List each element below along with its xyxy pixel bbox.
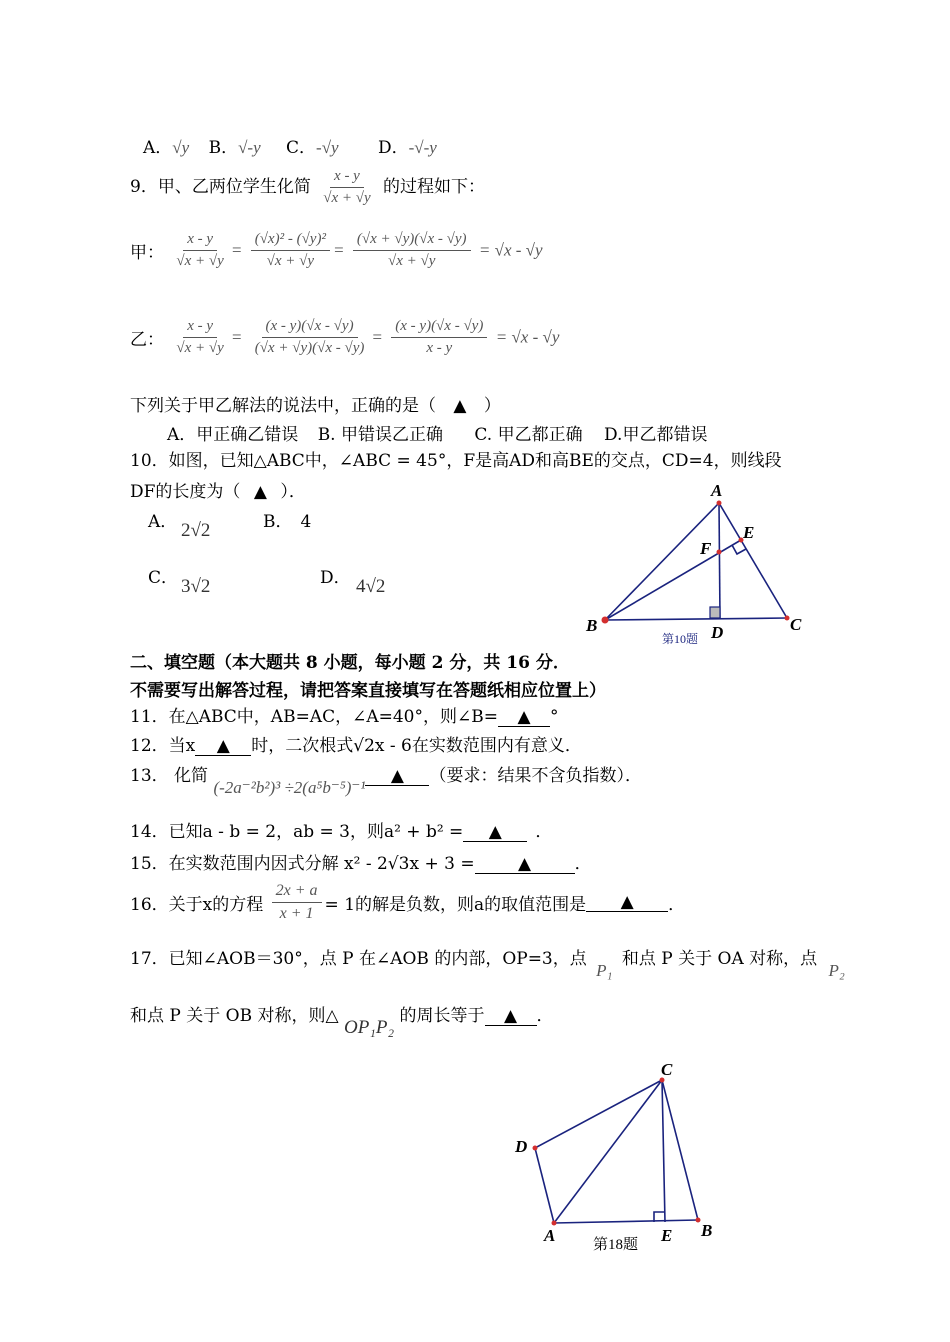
q18-caption: 第18题 bbox=[593, 1237, 639, 1253]
q8-option-b-label: B． bbox=[208, 138, 239, 158]
q13 bbox=[130, 761, 642, 797]
q17-p2: P₂ bbox=[828, 961, 845, 980]
q12 bbox=[130, 731, 582, 756]
section2-title: 二、填空题（本大题共 8 小题，每小题 2 分，共 16 分． bbox=[130, 653, 570, 673]
q10-label-e: E bbox=[743, 523, 755, 542]
q16-fraction-den: x + 1 bbox=[279, 905, 314, 922]
q14-text-end: ． bbox=[535, 822, 553, 842]
q9-jia-line: 甲： $\frac{x - y}{√x + √y}$ = $\frac{\text{(√x)² - (√y)²}}{√x + √y}$ = $\frac{(√x + √y)(√x - √y)}{√x + √y}$ = √x - √y bbox=[130, 231, 543, 269]
q10-answer-marker: ▲ bbox=[253, 482, 267, 502]
q9-jia-frac0 bbox=[172, 231, 227, 270]
q10-option-c-value: 3√2 bbox=[181, 576, 211, 597]
q10-option-b bbox=[263, 507, 311, 532]
q9-jia-label: 甲： bbox=[130, 243, 164, 263]
q17-answer-marker: ▲ bbox=[503, 1006, 518, 1026]
q13-answer-marker: ▲ bbox=[390, 766, 404, 786]
q10-line1 bbox=[130, 446, 782, 471]
q10-option-a-label: A． bbox=[148, 512, 178, 532]
q11-text: 11．在△ABC中，AB=AC，∠A=40°，则∠B= bbox=[130, 707, 498, 727]
q9-answer-marker: ▲ bbox=[453, 396, 467, 416]
q18-side-da bbox=[535, 1148, 554, 1223]
q9-question-text: 下列关于甲乙解法的说法中，正确的是（ bbox=[130, 396, 436, 416]
q10-option-c-label: C． bbox=[148, 568, 179, 588]
q18-altitude-ce bbox=[662, 1080, 665, 1222]
q18-point-a bbox=[552, 1221, 557, 1226]
q10-figure bbox=[580, 478, 810, 648]
q16-text: 16．关于x的方程 bbox=[130, 895, 264, 915]
q9-yi-frac1-den: (√x + √y)(√x - √y) bbox=[254, 340, 365, 356]
q9-yi-frac0-den: √x + √y bbox=[176, 340, 224, 356]
q11-answer-marker: ▲ bbox=[517, 707, 531, 727]
q13-text-end: （要求：结果不含负指数）． bbox=[429, 766, 642, 786]
q9-question bbox=[130, 391, 501, 416]
q17-text-line2: 和点 P 关于 OB 对称，则△ bbox=[130, 1006, 339, 1026]
q18-label-e: E bbox=[661, 1226, 673, 1245]
q15 bbox=[130, 849, 592, 874]
q10-point-c bbox=[785, 616, 790, 621]
q10-option-c bbox=[148, 563, 178, 588]
q18-side-cb bbox=[662, 1080, 698, 1220]
q8-option-a-label: A． bbox=[143, 138, 173, 158]
q9-question-end: ） bbox=[483, 396, 501, 416]
q12-text-end: 时，二次根式√2x - 6在实数范围内有意义． bbox=[251, 736, 582, 756]
q10-label-d: D bbox=[711, 623, 724, 642]
q9-yi-label: 乙： bbox=[130, 330, 164, 350]
q10-option-b-label: B． bbox=[263, 512, 293, 532]
q9-stem-text: 9．甲、乙两位学生化简 bbox=[130, 177, 311, 197]
q9-jia-frac2-num: (√x + √y)(√x - √y) bbox=[353, 231, 471, 251]
q12-text: 12．当x bbox=[130, 736, 196, 756]
q17-text-line2-end: 的周长等于 bbox=[399, 1006, 485, 1026]
q9-yi-frac0-num: x - y bbox=[183, 318, 217, 338]
q17-line1 bbox=[130, 944, 845, 980]
q17-text-mid: 和点 P 关于 OA 对称，点 bbox=[621, 949, 818, 969]
q9-yi-frac2 bbox=[391, 318, 487, 357]
q9-yi-line: 乙： $\frac{x - y}{√x + √y}$ = $\frac{(x - y)(√x - √y)}{(√x + √y)(√x - √y)}$ = $\frac{(x - y)(√x - √y)}{x - y}$ = √x - √y bbox=[130, 318, 560, 356]
q10-label-f: F bbox=[700, 539, 712, 558]
q18-label-d: D bbox=[515, 1137, 528, 1156]
q17-answer-blank bbox=[485, 1007, 537, 1026]
q12-answer-marker: ▲ bbox=[216, 736, 230, 756]
q10-option-b-value: 4 bbox=[300, 512, 312, 532]
q18-label-a: A bbox=[544, 1226, 556, 1245]
q10-caption: 第10题 bbox=[662, 632, 699, 646]
q15-text: 15．在实数范围内因式分解 x² - 2√3x + 3 = bbox=[130, 854, 475, 874]
q16 bbox=[130, 882, 685, 923]
q11-answer-blank bbox=[498, 708, 550, 727]
q9-yi-frac1-num: (x - y)(√x - √y) bbox=[262, 318, 358, 338]
q16-answer-blank bbox=[586, 893, 668, 912]
q13-text: 13． 化简 bbox=[130, 766, 209, 786]
q8-option-c-value: -√y bbox=[316, 138, 339, 157]
section2-subtitle: 不需要写出解答过程，请把答案直接填写在答题纸相应位置上） bbox=[130, 681, 606, 701]
q14-answer-marker: ▲ bbox=[488, 822, 502, 842]
q16-fraction-num: 2x + a bbox=[272, 882, 322, 903]
q9-option-a: A．甲正确乙错误 bbox=[167, 425, 299, 445]
q8-option-d-label: D． bbox=[378, 138, 409, 158]
q18-side-ac bbox=[554, 1080, 662, 1223]
q9-option-c: C. 甲乙都正确 bbox=[474, 425, 583, 445]
q10-side-bc bbox=[605, 618, 787, 620]
q9-yi-frac2-den: x - y bbox=[426, 340, 453, 356]
q8-option-b-value: √-y bbox=[238, 138, 261, 157]
q9-yi-frac0 bbox=[172, 318, 227, 357]
q9-jia-frac0-den: √x + √y bbox=[176, 253, 224, 269]
q8-option-a-value: √y bbox=[172, 138, 190, 157]
q11 bbox=[130, 702, 558, 727]
q9-jia-frac2-den: √x + √y bbox=[387, 253, 436, 269]
q11-text-end: ° bbox=[549, 707, 559, 727]
q13-expression: (-2a⁻²b²)³ ÷2(a⁵b⁻⁵)⁻¹ bbox=[213, 778, 366, 797]
q18-point-d bbox=[533, 1146, 538, 1151]
q9-yi-frac1 bbox=[251, 318, 369, 357]
q10-point-b bbox=[602, 617, 609, 624]
q10-text-close: ）． bbox=[280, 482, 306, 502]
q10-point-f bbox=[717, 550, 722, 555]
q18-side-dc bbox=[535, 1080, 662, 1148]
q9-option-d: D.甲乙都错误 bbox=[604, 425, 708, 445]
q18-side-ab bbox=[554, 1220, 698, 1223]
q17-line2 bbox=[130, 1001, 554, 1038]
q10-text: 10．如图，已知△ABC中，∠ABC = 45°，F是高AD和高BE的交点，CD=4，则线段 bbox=[130, 451, 782, 471]
q10-option-a bbox=[148, 507, 177, 532]
q10-option-d bbox=[320, 563, 351, 588]
q9-fraction-num: x - y bbox=[330, 168, 364, 188]
q10-label-a: A bbox=[711, 481, 723, 500]
q15-text-end: ． bbox=[574, 854, 592, 874]
q16-answer-marker: ▲ bbox=[620, 892, 634, 912]
q10-option-d-value: 4√2 bbox=[356, 576, 386, 597]
q9-yi-frac2-num: (x - y)(√x - √y) bbox=[391, 318, 487, 338]
q9-jia-frac2 bbox=[353, 231, 471, 270]
q15-answer-blank bbox=[475, 855, 575, 874]
q9-jia-result: = √x - √y bbox=[478, 240, 543, 260]
q10-point-a bbox=[717, 501, 722, 506]
q9-jia-frac1-num: (√x)² - (√y)² bbox=[251, 231, 330, 251]
q15-answer-marker: ▲ bbox=[518, 854, 532, 874]
q12-answer-blank bbox=[195, 737, 251, 756]
q18-label-c: C bbox=[661, 1060, 673, 1079]
q9-jia-frac1 bbox=[251, 231, 330, 270]
q10-side-ac bbox=[719, 503, 787, 618]
q17-text: 17．已知∠AOB＝30°，点 P 在∠AOB 的内部，OP=3，点 bbox=[130, 949, 587, 969]
q10-label-c: C bbox=[790, 615, 802, 634]
q10-line2 bbox=[130, 477, 306, 502]
q9-options bbox=[167, 420, 707, 445]
q14-answer-blank bbox=[463, 823, 527, 842]
q17-text-close: ． bbox=[536, 1006, 554, 1026]
q10-altitude-ad bbox=[719, 503, 720, 619]
q9-yi-result: = √x - √y bbox=[495, 327, 560, 347]
q13-answer-blank bbox=[365, 767, 429, 786]
q18-point-b bbox=[696, 1218, 701, 1223]
q9-jia-frac0-num: x - y bbox=[183, 231, 217, 251]
q9-fraction bbox=[319, 168, 374, 207]
q10-side-ab bbox=[605, 503, 719, 620]
q16-fraction bbox=[272, 882, 322, 923]
q9-stem-end: 的过程如下： bbox=[383, 177, 486, 197]
q10-label-b: B bbox=[586, 616, 598, 635]
q10-text-end: DF的长度为（ bbox=[130, 482, 241, 502]
q17-p1: P₁ bbox=[596, 961, 613, 980]
q10-right-angle-d bbox=[710, 607, 720, 618]
q8-option-d-value: -√-y bbox=[408, 138, 437, 157]
q8-option-c-label: C． bbox=[286, 138, 317, 158]
q10-option-a-value: 2√2 bbox=[181, 520, 211, 541]
q18-figure bbox=[505, 1058, 735, 1258]
q10-option-d-label: D． bbox=[320, 568, 351, 588]
q9-fraction-den: √x + √y bbox=[323, 190, 371, 206]
q8-options bbox=[143, 133, 437, 158]
q9-jia-frac1-den: √x + √y bbox=[266, 253, 315, 269]
q17-triangle: OP₁P₂ bbox=[343, 1017, 395, 1038]
q18-label-b: B bbox=[701, 1221, 713, 1240]
q14 bbox=[130, 817, 552, 842]
q14-text: 14．已知a - b = 2，ab = 3，则a² + b² = bbox=[130, 822, 464, 842]
q9-option-b: B. 甲错误乙正确 bbox=[317, 425, 443, 445]
q16-text-end: ． bbox=[668, 895, 686, 915]
q9-stem bbox=[130, 168, 485, 207]
q16-text-mid: = 1的解是负数，则a的取值范围是 bbox=[324, 895, 587, 915]
